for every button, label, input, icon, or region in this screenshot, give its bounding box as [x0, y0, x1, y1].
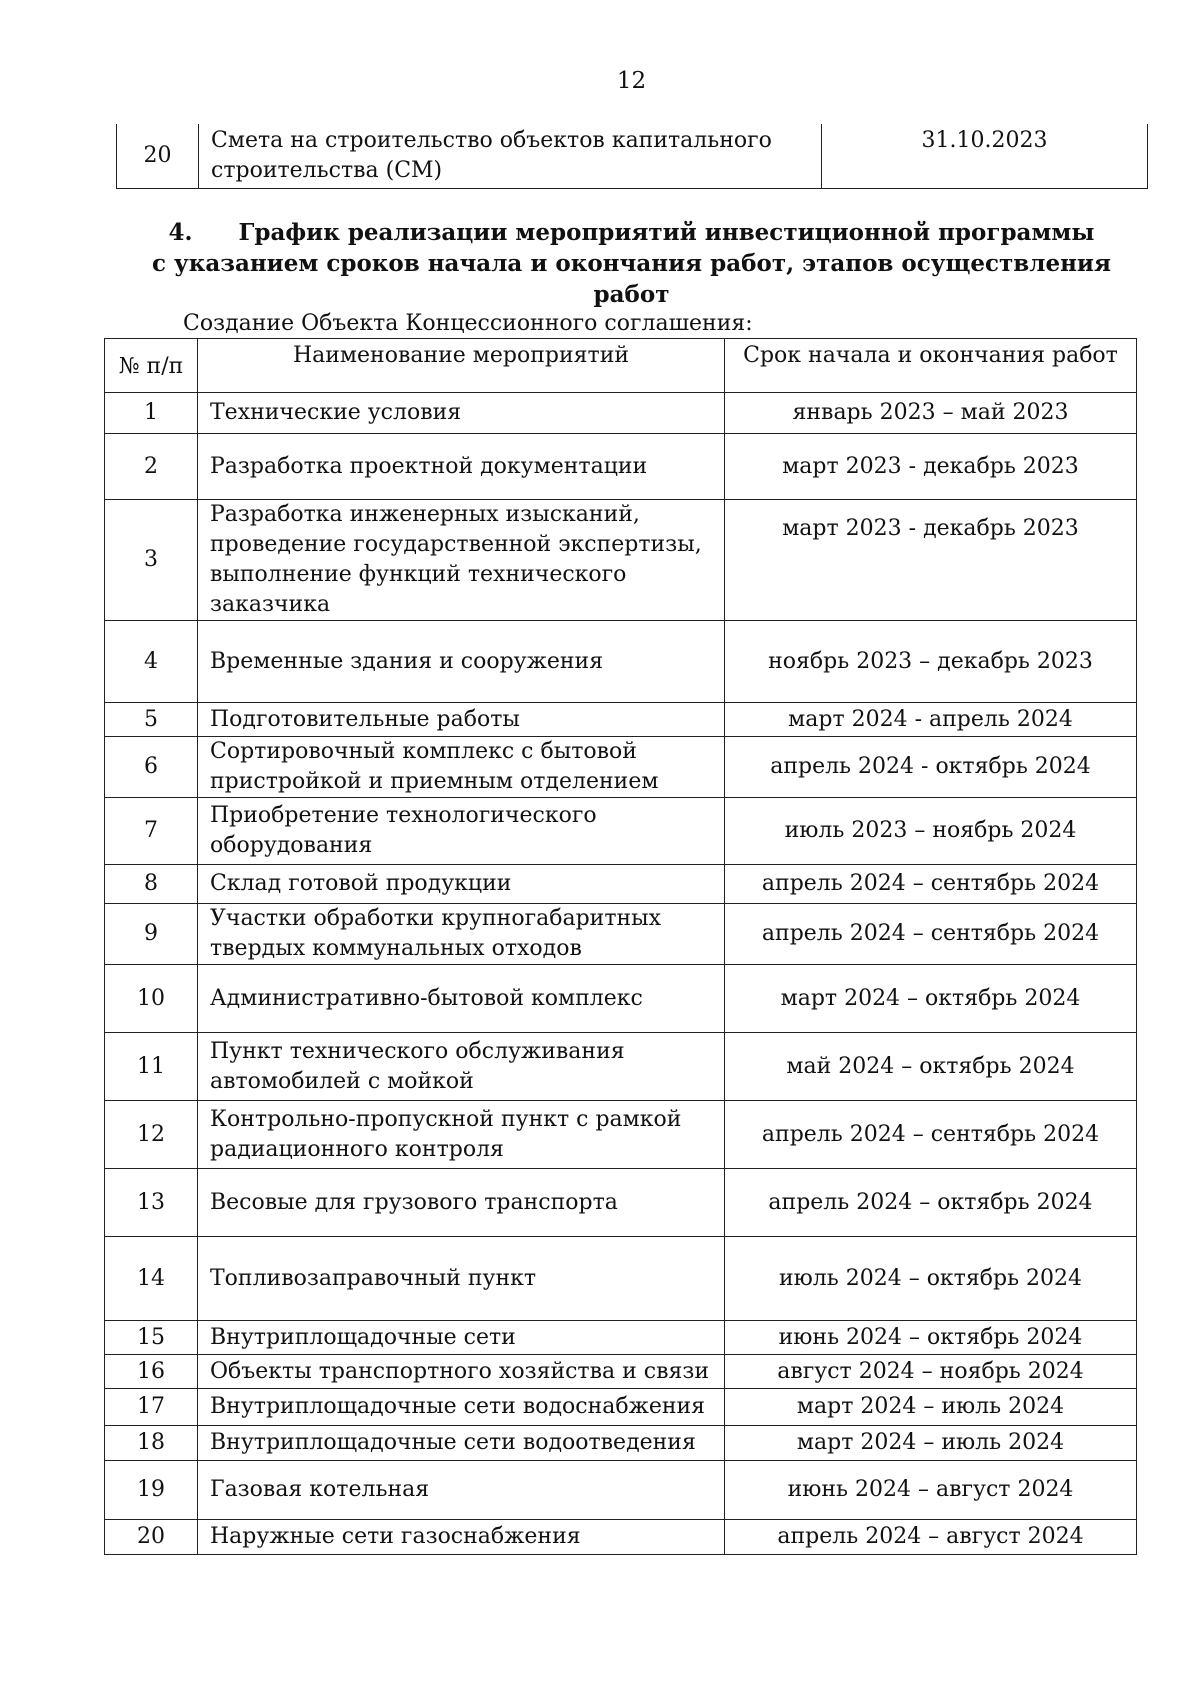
table-row: [105, 1426, 1137, 1461]
section-heading: [150, 217, 1113, 310]
row-name: Временные здания и сооружения: [198, 621, 725, 703]
section-title-line1: График реализации мероприятий инвестиционной программы: [238, 219, 1095, 246]
row-term: июль 2024 – октябрь 2024: [725, 1237, 1137, 1321]
row-number: 11: [105, 1033, 198, 1101]
row-term: апрель 2024 – август 2024: [725, 1520, 1137, 1555]
row-number: 19: [105, 1461, 198, 1520]
row-term: март 2023 - декабрь 2023: [725, 500, 1137, 621]
row-term: май 2024 – октябрь 2024: [725, 1033, 1137, 1101]
header-term: Срок начала и окончания работ: [725, 339, 1137, 393]
table-row: [105, 1355, 1137, 1389]
row-name: Приобретение технологического оборудования: [198, 798, 725, 865]
schedule-table: [104, 338, 1137, 1555]
row-term: март 2024 – июль 2024: [725, 1389, 1137, 1426]
row-term: март 2024 - апрель 2024: [725, 703, 1137, 737]
table-row: [105, 965, 1137, 1033]
row-number: 1: [105, 393, 198, 434]
row-term: июль 2023 – ноябрь 2024: [725, 798, 1137, 865]
row-number: 12: [105, 1101, 198, 1169]
row-term: июнь 2024 – октябрь 2024: [725, 1321, 1137, 1355]
row-name: Сортировочный комплекс с бытовой пристройкой и приемным отделением: [198, 737, 725, 798]
table-row: [105, 500, 1137, 621]
section-number: 4.: [168, 219, 193, 246]
table-row: [105, 1169, 1137, 1237]
table-row: [105, 621, 1137, 703]
row-number: 10: [105, 965, 198, 1033]
row-number: 2: [105, 434, 198, 500]
table-row: [105, 1033, 1137, 1101]
row-term: январь 2023 – май 2023: [725, 393, 1137, 434]
row-number: 13: [105, 1169, 198, 1237]
row-term: август 2024 – ноябрь 2024: [725, 1355, 1137, 1389]
section-title-line2: с указанием сроков начала и окончания работ, этапов осуществления работ: [152, 250, 1111, 308]
row-name: Административно-бытовой комплекс: [198, 965, 725, 1033]
row-name: Участки обработки крупногабаритных твердых коммунальных отходов: [198, 904, 725, 965]
page-number: 12: [616, 68, 647, 94]
header-number: № п/п: [105, 339, 198, 393]
row-name: Пункт технического обслуживания автомобилей с мойкой: [198, 1033, 725, 1101]
row-name: Контрольно-пропускной пункт с рамкой радиационного контроля: [198, 1101, 725, 1169]
row-term: апрель 2024 - октябрь 2024: [725, 737, 1137, 798]
row-name: Подготовительные работы: [198, 703, 725, 737]
row-name: Внутриплощадочные сети: [198, 1321, 725, 1355]
table-row: [105, 1237, 1137, 1321]
row-name: Внутриплощадочные сети водоотведения: [198, 1426, 725, 1461]
row-term: март 2024 – июль 2024: [725, 1426, 1137, 1461]
row-date: 31.10.2023: [822, 124, 1148, 189]
previous-table-fragment: [116, 124, 1148, 189]
row-number: 17: [105, 1389, 198, 1426]
row-number: 6: [105, 737, 198, 798]
row-term: апрель 2024 – сентябрь 2024: [725, 1101, 1137, 1169]
row-number: 15: [105, 1321, 198, 1355]
row-name: Объекты транспортного хозяйства и связи: [198, 1355, 725, 1389]
row-term: июнь 2024 – август 2024: [725, 1461, 1137, 1520]
row-number: 8: [105, 865, 198, 904]
table-row: [105, 1389, 1137, 1426]
row-number: 18: [105, 1426, 198, 1461]
intro-text: Создание Объекта Концессионного соглашения:: [183, 311, 753, 336]
row-number: 3: [105, 500, 198, 621]
table-header-row: [105, 339, 1137, 393]
row-number: 14: [105, 1237, 198, 1321]
row-name: Газовая котельная: [198, 1461, 725, 1520]
row-name: Топливозаправочный пункт: [198, 1237, 725, 1321]
table-row: [105, 1101, 1137, 1169]
table-row: [105, 393, 1137, 434]
table-row: [105, 798, 1137, 865]
table-row: [105, 737, 1137, 798]
table-row: [105, 904, 1137, 965]
schedule-body: [105, 393, 1137, 1555]
row-term: апрель 2024 – октябрь 2024: [725, 1169, 1137, 1237]
row-name: Весовые для грузового транспорта: [198, 1169, 725, 1237]
row-term: март 2024 – октябрь 2024: [725, 965, 1137, 1033]
row-name: Наружные сети газоснабжения: [198, 1520, 725, 1555]
row-name: Разработка проектной документации: [198, 434, 725, 500]
row-name: Технические условия: [198, 393, 725, 434]
table-row: [105, 1520, 1137, 1555]
row-number: 9: [105, 904, 198, 965]
row-number: 4: [105, 621, 198, 703]
table-row: [105, 1321, 1137, 1355]
row-name: Склад готовой продукции: [198, 865, 725, 904]
row-number: 20: [117, 124, 199, 189]
row-number: 5: [105, 703, 198, 737]
row-term: апрель 2024 – сентябрь 2024: [725, 865, 1137, 904]
row-term: ноябрь 2023 – декабрь 2023: [725, 621, 1137, 703]
row-number: 16: [105, 1355, 198, 1389]
header-name: Наименование мероприятий: [198, 339, 725, 393]
row-term: март 2023 - декабрь 2023: [725, 434, 1137, 500]
table-row: [117, 124, 1148, 189]
row-name: Разработка инженерных изысканий, проведение государственной экспертизы, выполнение функций технического заказчика: [198, 500, 725, 621]
row-term: апрель 2024 – сентябрь 2024: [725, 904, 1137, 965]
table-row: [105, 703, 1137, 737]
table-row: [105, 434, 1137, 500]
row-number: 7: [105, 798, 198, 865]
table-row: [105, 1461, 1137, 1520]
row-name: Внутриплощадочные сети водоснабжения: [198, 1389, 725, 1426]
row-number: 20: [105, 1520, 198, 1555]
table-row: [105, 865, 1137, 904]
row-name: Смета на строительство объектов капитального строительства (СМ): [199, 124, 822, 189]
